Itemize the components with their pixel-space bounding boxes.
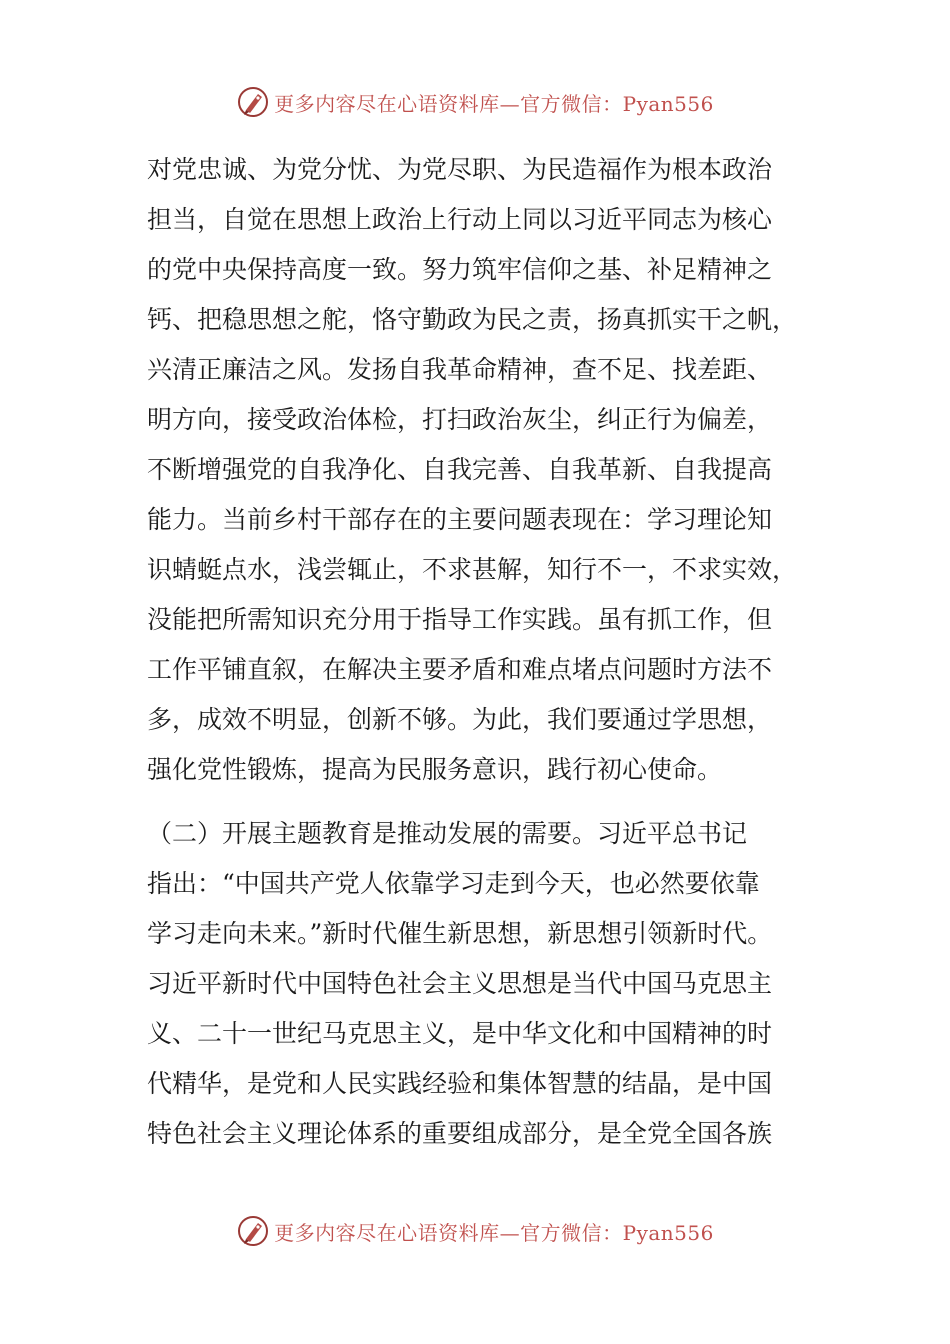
paragraph-gap (147, 795, 807, 809)
text-line: 义、二十一世纪马克思主义，是中华文化和中国精神的时 (147, 1019, 773, 1048)
text-line: 工作平铺直叙，在解决主要矛盾和难点堵点问题时方法不 (147, 655, 773, 684)
header-watermark-text: 更多内容尽在心语资料库—官方微信：Pyan556 (274, 91, 714, 116)
text-line: 对党忠诚、为党分忧、为党尽职、为民造福作为根本政治 (147, 155, 773, 184)
text-line: 能力。当前乡村干部存在的主要问题表现在：学习理论知 (147, 505, 773, 534)
text-line: 多，成效不明显，创新不够。为此，我们要通过学思想， (147, 705, 773, 734)
text-line: （二）开展主题教育是推动发展的需要。习近平总书记 (147, 819, 748, 848)
text-line: 没能把所需知识充分用于指导工作实践。虽有抓工作，但 (147, 605, 773, 634)
pen-nib-logo-icon (236, 1214, 270, 1248)
text-line: 特色社会主义理论体系的重要组成部分，是全党全国各族 (147, 1119, 773, 1148)
text-line: 识蜻蜓点水，浅尝辄止，不求甚解，知行不一，不求实效， (147, 555, 798, 584)
text-line: 不断增强党的自我净化、自我完善、自我革新、自我提高 (147, 455, 773, 484)
text-line: 代精华，是党和人民实践经验和集体智慧的结晶，是中国 (147, 1069, 773, 1098)
paragraph-2 (147, 809, 807, 1159)
header-watermark (0, 82, 950, 122)
text-line: 强化党性锻炼，提高为民服务意识，践行初心使命。 (147, 755, 723, 784)
text-line: 指出：“中国共产党人依靠学习走到今天，也必然要依靠 (147, 869, 760, 898)
text-line: 担当，自觉在思想上政治上行动上同以习近平同志为核心 (147, 205, 773, 234)
text-line: 兴清正廉洁之风。发扬自我革命精神，查不足、找差距、 (147, 355, 773, 384)
text-line: 习近平新时代中国特色社会主义思想是当代中国马克思主 (147, 969, 773, 998)
text-line: 的党中央保持高度一致。努力筑牢信仰之基、补足精神之 (147, 255, 773, 284)
text-line: 钙、把稳思想之舵，恪守勤政为民之责，扬真抓实干之帆， (147, 305, 798, 334)
text-line: 明方向，接受政治体检，打扫政治灰尘，纠正行为偏差， (147, 405, 773, 434)
document-body (147, 145, 807, 1159)
pen-nib-logo-icon (236, 85, 270, 119)
footer-watermark-text: 更多内容尽在心语资料库—官方微信：Pyan556 (274, 1220, 714, 1245)
footer-watermark (0, 1211, 950, 1251)
text-line: 学习走向未来。”新时代催生新思想，新思想引领新时代。 (147, 919, 773, 948)
paragraph-1 (147, 145, 807, 795)
